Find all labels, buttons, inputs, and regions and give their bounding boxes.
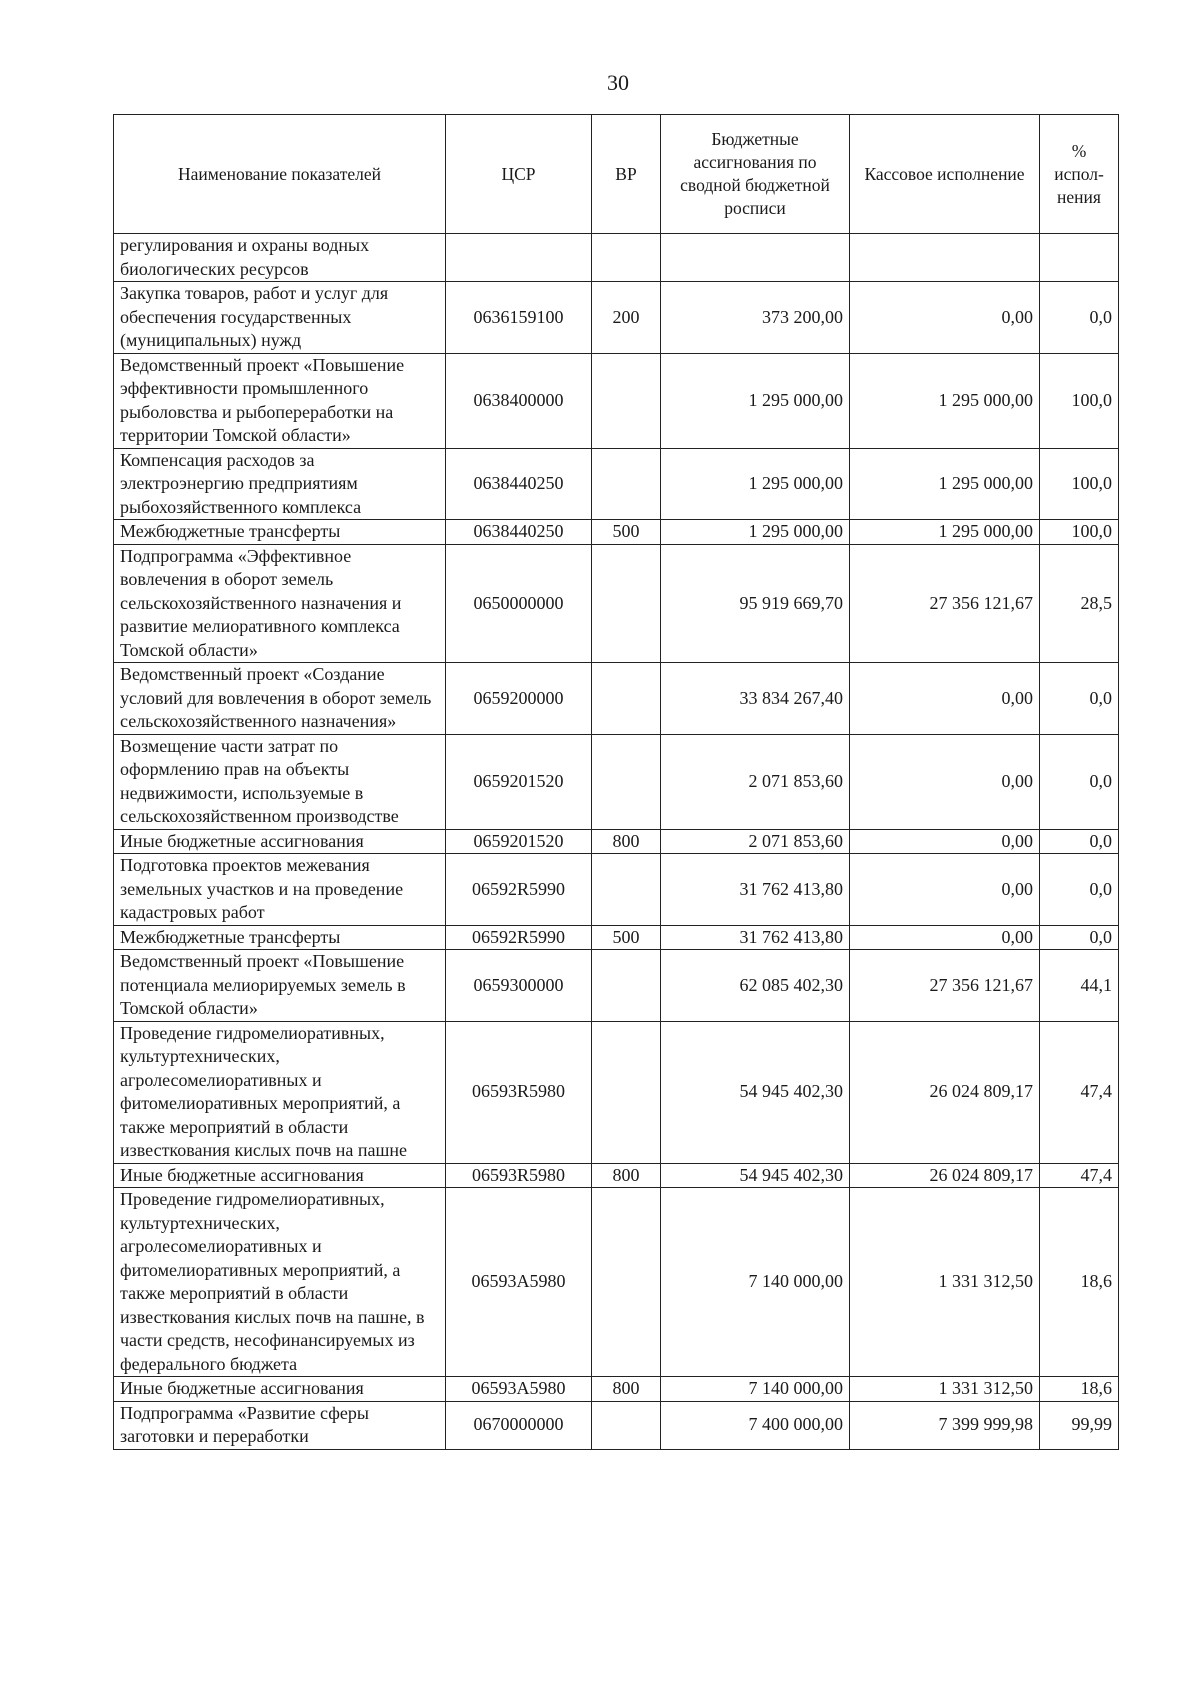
cell-assignments: 62 085 402,30 [661,950,850,1022]
cell-name: Проведение гидромелиоративных, культуртехнических, агролесомелиоративных и фитомелиоративных мероприятий, а также мероприятий в области известкования кислых почв на пашне, в части средств, несофинансируемых из федерального бюджета [114,1188,446,1377]
cell-assignments: 1 295 000,00 [661,448,850,520]
cell-csr: 06593A5980 [446,1377,592,1402]
header-row [114,115,1119,234]
table-row [114,950,1119,1022]
cell-vr [592,734,661,829]
cell-cash: 1 295 000,00 [850,353,1040,448]
cell-csr: 0659200000 [446,663,592,735]
cell-name: Иные бюджетные ассигнования [114,829,446,854]
cell-cash: 1 295 000,00 [850,448,1040,520]
cell-name: Ведомственный проект «Повышение потенциала мелиорируемых земель в Томской области» [114,950,446,1022]
cell-cash: 0,00 [850,854,1040,926]
cell-percent: 100,0 [1040,353,1119,448]
cell-vr [592,544,661,663]
cell-assignments: 54 945 402,30 [661,1021,850,1163]
cell-cash: 1 331 312,50 [850,1377,1040,1402]
cell-percent: 18,6 [1040,1188,1119,1377]
cell-assignments: 95 919 669,70 [661,544,850,663]
header-name: Наименование показателей [114,115,446,234]
cell-name: Иные бюджетные ассигнования [114,1163,446,1188]
cell-vr [592,950,661,1022]
cell-cash: 27 356 121,67 [850,544,1040,663]
cell-csr: 06593R5980 [446,1163,592,1188]
cell-assignments: 7 140 000,00 [661,1377,850,1402]
table-row [114,448,1119,520]
cell-percent: 0,0 [1040,734,1119,829]
cell-percent: 18,6 [1040,1377,1119,1402]
cell-cash [850,234,1040,282]
header-csr: ЦСР [446,115,592,234]
cell-percent: 28,5 [1040,544,1119,663]
cell-csr [446,234,592,282]
cell-percent: 0,0 [1040,282,1119,354]
table-row [114,734,1119,829]
cell-cash: 0,00 [850,282,1040,354]
table-row [114,520,1119,545]
cell-name: Закупка товаров, работ и услуг для обеспечения государственных (муниципальных) нужд [114,282,446,354]
cell-name: Подготовка проектов межевания земельных участков и на проведение кадастровых работ [114,854,446,926]
cell-vr: 500 [592,925,661,950]
cell-percent: 100,0 [1040,448,1119,520]
cell-assignments [661,234,850,282]
cell-assignments: 33 834 267,40 [661,663,850,735]
cell-percent: 0,0 [1040,829,1119,854]
cell-csr: 0659201520 [446,829,592,854]
cell-percent: 100,0 [1040,520,1119,545]
table-row [114,1163,1119,1188]
cell-percent: 0,0 [1040,663,1119,735]
cell-csr: 0670000000 [446,1401,592,1449]
table-row [114,925,1119,950]
cell-vr: 200 [592,282,661,354]
cell-vr [592,234,661,282]
table-body [114,234,1119,1450]
cell-percent: 0,0 [1040,854,1119,926]
cell-csr: 0638400000 [446,353,592,448]
table-row [114,663,1119,735]
cell-assignments: 2 071 853,60 [661,734,850,829]
cell-vr: 800 [592,1377,661,1402]
cell-name: Компенсация расходов за электроэнергию предприятиям рыбохозяйственного комплекса [114,448,446,520]
cell-cash: 0,00 [850,829,1040,854]
header-vr: ВР [592,115,661,234]
cell-cash: 0,00 [850,663,1040,735]
cell-percent [1040,234,1119,282]
table-header [114,115,1119,234]
header-assignments: Бюджетные ассигнования по сводной бюджетной росписи [661,115,850,234]
cell-csr: 0638440250 [446,448,592,520]
cell-vr: 800 [592,829,661,854]
cell-cash: 1 295 000,00 [850,520,1040,545]
cell-assignments: 373 200,00 [661,282,850,354]
cell-cash: 26 024 809,17 [850,1163,1040,1188]
cell-vr [592,854,661,926]
cell-csr: 0659201520 [446,734,592,829]
table-row [114,353,1119,448]
cell-percent: 0,0 [1040,925,1119,950]
cell-vr: 500 [592,520,661,545]
cell-assignments: 54 945 402,30 [661,1163,850,1188]
cell-csr: 06593A5980 [446,1188,592,1377]
cell-name: Ведомственный проект «Создание условий для вовлечения в оборот земель сельскохозяйственного назначения» [114,663,446,735]
cell-name: Возмещение части затрат по оформлению прав на объекты недвижимости, используемые в сельскохозяйственном производстве [114,734,446,829]
cell-percent: 99,99 [1040,1401,1119,1449]
cell-csr: 06592R5990 [446,854,592,926]
cell-name: Иные бюджетные ассигнования [114,1377,446,1402]
cell-cash: 0,00 [850,925,1040,950]
cell-name: регулирования и охраны водных биологических ресурсов [114,234,446,282]
cell-assignments: 1 295 000,00 [661,353,850,448]
table-row [114,1377,1119,1402]
header-percent: % испол-нения [1040,115,1119,234]
cell-csr: 0636159100 [446,282,592,354]
table-row [114,1188,1119,1377]
budget-execution-table [113,114,1119,1450]
cell-percent: 44,1 [1040,950,1119,1022]
cell-vr [592,1401,661,1449]
cell-cash: 0,00 [850,734,1040,829]
cell-name: Подпрограмма «Развитие сферы заготовки и переработки [114,1401,446,1449]
cell-percent: 47,4 [1040,1163,1119,1188]
cell-name: Ведомственный проект «Повышение эффективности промышленного рыболовства и рыбопереработки на территории Томской области» [114,353,446,448]
cell-cash: 26 024 809,17 [850,1021,1040,1163]
table-row [114,829,1119,854]
cell-cash: 7 399 999,98 [850,1401,1040,1449]
table-row [114,544,1119,663]
cell-csr: 0638440250 [446,520,592,545]
table-row [114,234,1119,282]
cell-vr: 800 [592,1163,661,1188]
cell-csr: 0650000000 [446,544,592,663]
cell-name: Межбюджетные трансферты [114,520,446,545]
cell-name: Межбюджетные трансферты [114,925,446,950]
cell-vr [592,663,661,735]
table-row [114,854,1119,926]
cell-assignments: 31 762 413,80 [661,925,850,950]
cell-name: Подпрограмма «Эффективное вовлечения в оборот земель сельскохозяйственного назначения и развитие мелиоративного комплекса Томской области» [114,544,446,663]
cell-assignments: 31 762 413,80 [661,854,850,926]
header-cash: Кассовое исполнение [850,115,1040,234]
cell-csr: 06593R5980 [446,1021,592,1163]
cell-vr [592,448,661,520]
cell-assignments: 7 140 000,00 [661,1188,850,1377]
cell-assignments: 7 400 000,00 [661,1401,850,1449]
table-row [114,282,1119,354]
cell-vr [592,1188,661,1377]
cell-csr: 0659300000 [446,950,592,1022]
cell-vr [592,1021,661,1163]
table-row [114,1401,1119,1449]
cell-vr [592,353,661,448]
cell-cash: 27 356 121,67 [850,950,1040,1022]
cell-percent: 47,4 [1040,1021,1119,1163]
cell-name: Проведение гидромелиоративных, культуртехнических, агролесомелиоративных и фитомелиоративных мероприятий, а также мероприятий в области известкования кислых почв на пашне [114,1021,446,1163]
cell-assignments: 2 071 853,60 [661,829,850,854]
page-number: 30 [607,70,629,95]
cell-csr: 06592R5990 [446,925,592,950]
cell-cash: 1 331 312,50 [850,1188,1040,1377]
table-row [114,1021,1119,1163]
cell-assignments: 1 295 000,00 [661,520,850,545]
